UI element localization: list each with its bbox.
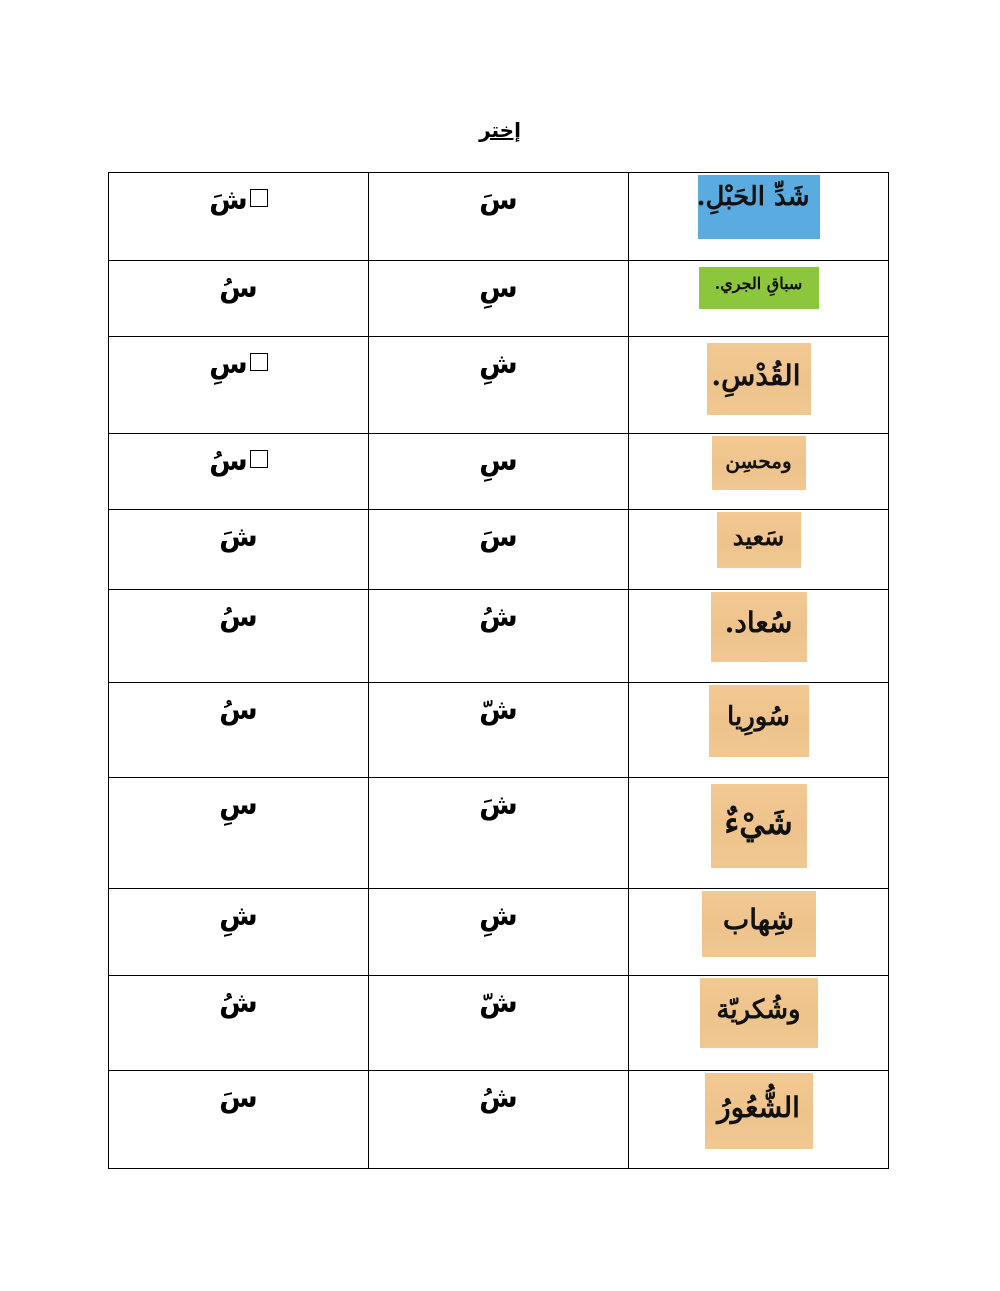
- word-cell: [629, 434, 889, 510]
- word-image: سُعاد.: [711, 592, 807, 662]
- word-cell: [629, 510, 889, 590]
- table-row: [109, 510, 889, 590]
- option-cell[interactable]: [109, 510, 369, 590]
- option-cell[interactable]: [109, 590, 369, 683]
- checkbox-icon: [250, 353, 268, 371]
- word-image: القُدْسِ.: [707, 343, 811, 415]
- option-cell[interactable]: [369, 683, 629, 778]
- option-label: سُ: [209, 444, 248, 477]
- option-label: شَ: [479, 788, 518, 821]
- option-label: شِ: [479, 899, 518, 932]
- option-cell[interactable]: [369, 889, 629, 976]
- word-cell: [629, 590, 889, 683]
- table-row: [109, 1071, 889, 1169]
- table-row: [109, 337, 889, 434]
- option-label: شُ: [479, 600, 518, 633]
- page-title: إختر: [479, 118, 521, 142]
- table-row: [109, 590, 889, 683]
- word-image: شَيْءٌ: [711, 784, 807, 868]
- word-image: شَدِّ الحَبْلِ.: [698, 175, 820, 239]
- option-cell[interactable]: [109, 261, 369, 337]
- word-image: سباقِ الجري.: [699, 267, 819, 309]
- word-cell: [629, 976, 889, 1071]
- option-label: شَ: [219, 520, 258, 553]
- word-image: ومحسِن: [712, 436, 806, 490]
- option-cell[interactable]: [109, 173, 369, 261]
- option-label: شُ: [479, 1081, 518, 1114]
- checkbox-icon: [250, 450, 268, 468]
- option-cell[interactable]: [109, 889, 369, 976]
- option-label: سُ: [219, 600, 258, 633]
- worksheet-body: [109, 173, 889, 1169]
- table-row: [109, 173, 889, 261]
- option-cell[interactable]: [369, 1071, 629, 1169]
- word-cell: [629, 173, 889, 261]
- option-cell[interactable]: [369, 590, 629, 683]
- option-cell[interactable]: [369, 434, 629, 510]
- word-cell: [629, 261, 889, 337]
- checkbox-icon: [250, 189, 268, 207]
- word-image: وشُكريّة: [700, 978, 818, 1048]
- option-cell[interactable]: [369, 778, 629, 889]
- option-label: شّ: [479, 986, 518, 1019]
- word-image: شِهاب: [702, 891, 816, 957]
- option-cell[interactable]: [109, 778, 369, 889]
- option-cell[interactable]: [109, 683, 369, 778]
- option-cell[interactable]: [109, 434, 369, 510]
- table-row: [109, 976, 889, 1071]
- option-label: شِ: [219, 899, 258, 932]
- option-cell[interactable]: [369, 173, 629, 261]
- option-label: شُ: [219, 986, 258, 1019]
- option-cell[interactable]: [369, 337, 629, 434]
- table-row: [109, 434, 889, 510]
- option-cell[interactable]: [369, 261, 629, 337]
- option-label: سَ: [479, 520, 518, 553]
- option-label: سُ: [219, 693, 258, 726]
- word-cell: [629, 889, 889, 976]
- word-image: سَعيد: [717, 512, 801, 568]
- word-image: الشُّعُورُ: [705, 1073, 813, 1149]
- word-cell: [629, 337, 889, 434]
- option-label: سَ: [219, 1081, 258, 1114]
- word-cell: [629, 683, 889, 778]
- option-cell[interactable]: [369, 976, 629, 1071]
- table-row: [109, 889, 889, 976]
- option-label: سِ: [479, 271, 518, 304]
- option-label: شَ: [209, 183, 248, 216]
- table-row: [109, 778, 889, 889]
- option-cell[interactable]: [109, 1071, 369, 1169]
- option-cell[interactable]: [109, 337, 369, 434]
- worksheet-table: [108, 172, 889, 1169]
- option-label: سَ: [479, 183, 518, 216]
- option-cell[interactable]: [369, 510, 629, 590]
- option-cell[interactable]: [109, 976, 369, 1071]
- word-cell: [629, 1071, 889, 1169]
- option-label: سِ: [209, 347, 248, 380]
- option-label: سِ: [219, 788, 258, 821]
- word-cell: [629, 778, 889, 889]
- table-row: [109, 261, 889, 337]
- option-label: سُ: [219, 271, 258, 304]
- option-label: شِ: [479, 347, 518, 380]
- option-label: سِ: [479, 444, 518, 477]
- option-label: شّ: [479, 693, 518, 726]
- word-image: سُورِيا: [709, 685, 809, 757]
- table-row: [109, 683, 889, 778]
